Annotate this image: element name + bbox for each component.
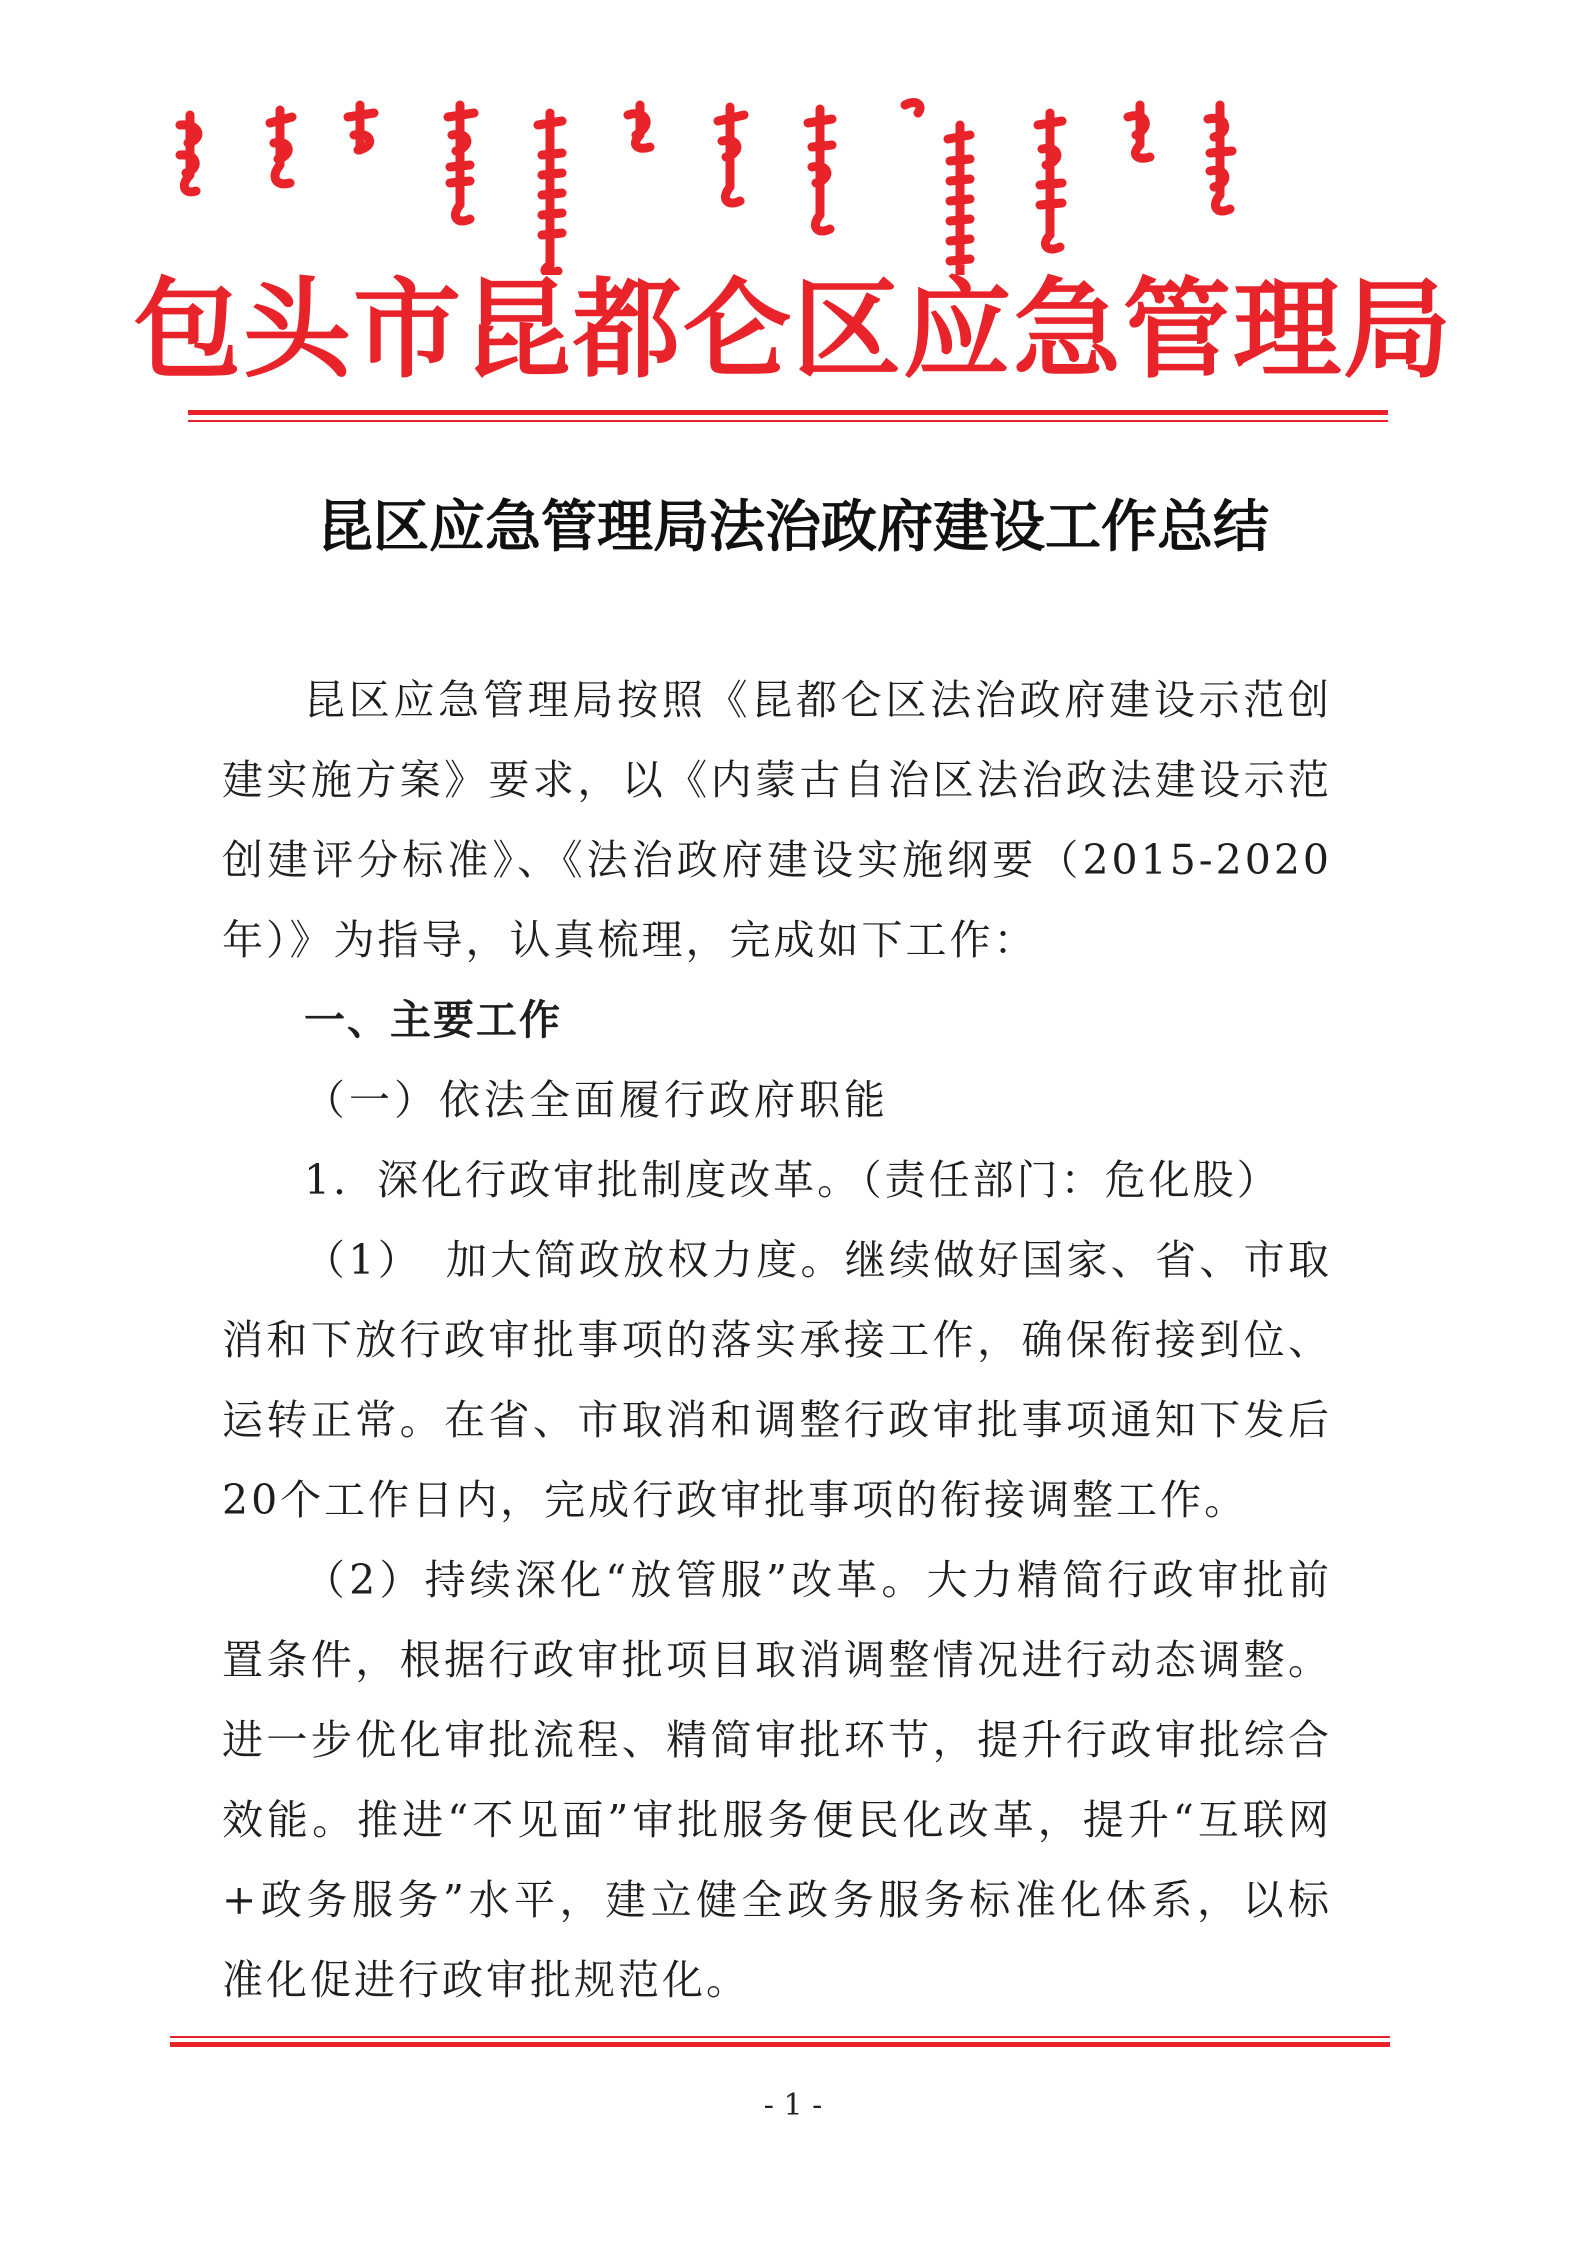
intro-paragraph: 昆区应急管理局按照《昆都仑区法治政府建设示范创建实施方案》要求，以《内蒙古自治区法治政法建设示范创建评分标准》、《法治政府建设实施纲要（2015-2020年）》为指导，认真梳理，完成如下工作： — [222, 676, 1332, 964]
document-body — [222, 660, 1332, 2020]
footer-red-divider — [170, 2036, 1390, 2048]
header-red-divider — [188, 410, 1388, 424]
item-heading: 1．深化行政审批制度改革。（责任部门：危化股） — [304, 1156, 1281, 1204]
divider-thick-line — [188, 410, 1388, 415]
divider-thin-line — [170, 2036, 1390, 2038]
mongolian-script-header — [170, 95, 1400, 275]
body-paragraph: （2）持续深化“放管服”改革。大力精简行政审批前置条件，根据行政审批项目取消调整情况进行动态调整。进一步优化审批流程、精简审批环节，提升行政审批综合效能。推进“不见面”审批服务便民化改革，提升“互联网+政务服务”水平，建立健全政务服务标准化体系，以标准化促进行政审批规范化。 — [222, 1556, 1332, 2004]
section-heading: 一、主要工作 — [304, 996, 562, 1044]
document-title: 昆区应急管理局法治政府建设工作总结 — [317, 495, 1269, 560]
body-paragraph: （1） 加大简政放权力度。继续做好国家、省、市取消和下放行政审批事项的落实承接工作，确保衔接到位、运转正常。在省、市取消和调整行政审批事项通知下发后20个工作日内，完成行政审批事项的衔接调整工作。 — [222, 1236, 1332, 1524]
page-number: - 1 - — [763, 2088, 823, 2123]
subsection-heading: （一）依法全面履行政府职能 — [304, 1076, 889, 1124]
agency-masthead: 包头市昆都仑区应急管理局 — [132, 267, 1453, 393]
divider-thick-line — [170, 2042, 1390, 2047]
divider-thin-line — [188, 420, 1388, 422]
